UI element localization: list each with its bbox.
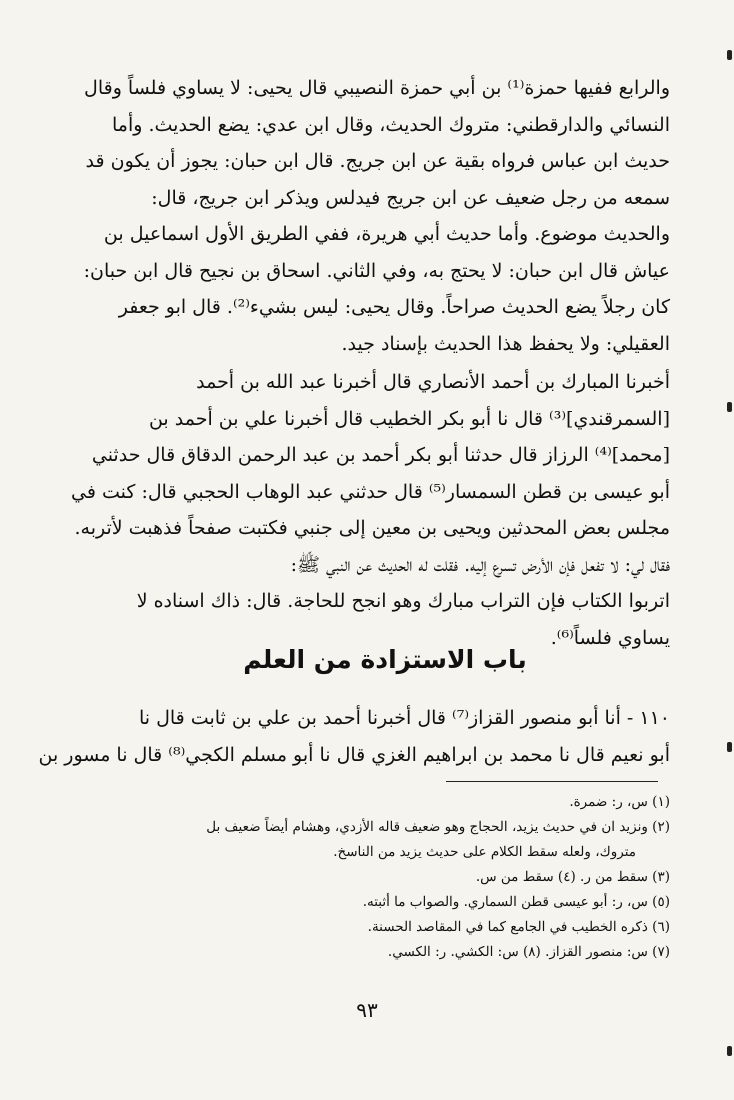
text-line: والحديث موضوع. وأما حديث أبي هريرة، ففي الطريق الأول اسماعيل بن [103,223,670,245]
text-line: أخبرنا المبارك بن أحمد الأنصاري قال أخبرنا عبد الله بن أحمد [196,371,670,393]
paragraph-3 [38,700,670,773]
footnote-line: (٢) ونزيد ان في حديث يزيد، الحجاج وهو ضعيف قاله الأزدي، وهشام أيضاً ضعيف بل [206,819,670,835]
text-line: مجلس بعض المحدثين ويحيى بن معين إلى جنبي فكتبت صفحاً فذهبت لأتربه. [74,517,670,539]
scan-edge-mark [727,402,732,412]
text-line: حديث ابن عباس فرواه بقية عن ابن جريج. قال ابن حبان: يجوز أن يكون قد [85,150,670,172]
footnote-line: (٣) سقط من ر. (٤) سقط من س. [475,869,670,885]
scan-edge-mark [727,1046,732,1056]
footnote-line: متروك، ولعله سقط الكلام على حديث يزيد من الناسخ. [333,844,636,860]
text-line: العقيلي: ولا يحفظ هذا الحديث بإسناد جيد. [341,332,670,355]
text-line: [السمرقندي]⁽³⁾ قال نا أبو بكر الخطيب قال أخبرنا علي بن أحمد بن [148,407,670,430]
text-line: [محمد]⁽⁴⁾ الرزاز قال حدثنا أبو بكر أحمد بن عبد الرحمن الدقاق قال حدثني [91,444,670,466]
paragraph-2 [71,364,670,656]
footnote-line: (١) س، ر: ضمرة. [569,794,670,810]
text-line: كان رجلاً يضع الحديث صراحاً. وقال يحيى: ليس بشيء⁽²⁾. قال ابو جعفر [118,296,670,318]
paragraph-1 [83,70,670,362]
text-line: اتربوا الكتاب فإن التراب مبارك وهو انجح للحاجة. قال: ذاك اسناده لا [136,590,670,612]
text-line: ١١٠ - أنا أبو منصور القزاز⁽⁷⁾ قال أخبرنا أحمد بن علي بن ثابت قال نا [138,707,670,729]
chapter-heading: باب الاستزادة من العلم [243,645,527,674]
footnote-line: (٧) س: منصور القزاز. (٨) س: الكشي. ر: الكسي. [387,944,670,960]
scan-edge-mark [727,742,732,752]
text-line: والرابع ففيها حمزة⁽¹⁾ بن أبي حمزة النصيبي قال يحيى: لا يساوي فلساً وقال [84,77,670,99]
text-line: أبو عيسى بن قطن السمسار⁽⁵⁾ قال حدثني عبد الوهاب الحجبي قال: كنت في [71,480,670,503]
text-line: عياش قال ابن حبان: لا يحتج به، وفي الثاني. اسحاق بن نجيح قال ابن حبان: [83,259,670,282]
text-line: فقال لي: لا تفعل فإن الأرض تسرع إليه. فقلت له الحديث عن النبي ﷺ: [290,553,670,576]
footnote-line: (٥) س، ر: أبو عيسى قطن السماري. والصواب ما أثبته. [362,894,670,910]
page-number: ٩٣ [356,998,378,1022]
text-line: أبو نعيم قال نا محمد بن ابراهيم الغزي قال نا أبو مسلم الكجي⁽⁸⁾ قال نا مسور بن [38,743,670,766]
text-line: النسائي والدارقطني: متروك الحديث، وقال ابن عدي: يضع الحديث. وأما [112,113,670,136]
scan-edge-mark [727,50,732,60]
footnote-line: (٦) ذكره الخطيب في الجامع كما في المقاصد الحسنة. [367,919,670,935]
footnotes [100,790,670,965]
footnote-separator [446,781,658,782]
text-line: يساوي فلساً⁽⁶⁾. [550,626,670,649]
text-line: سمعه من رجل ضعيف عن ابن جريج فيدلس ويذكر ابن جريج، قال: [151,186,670,209]
